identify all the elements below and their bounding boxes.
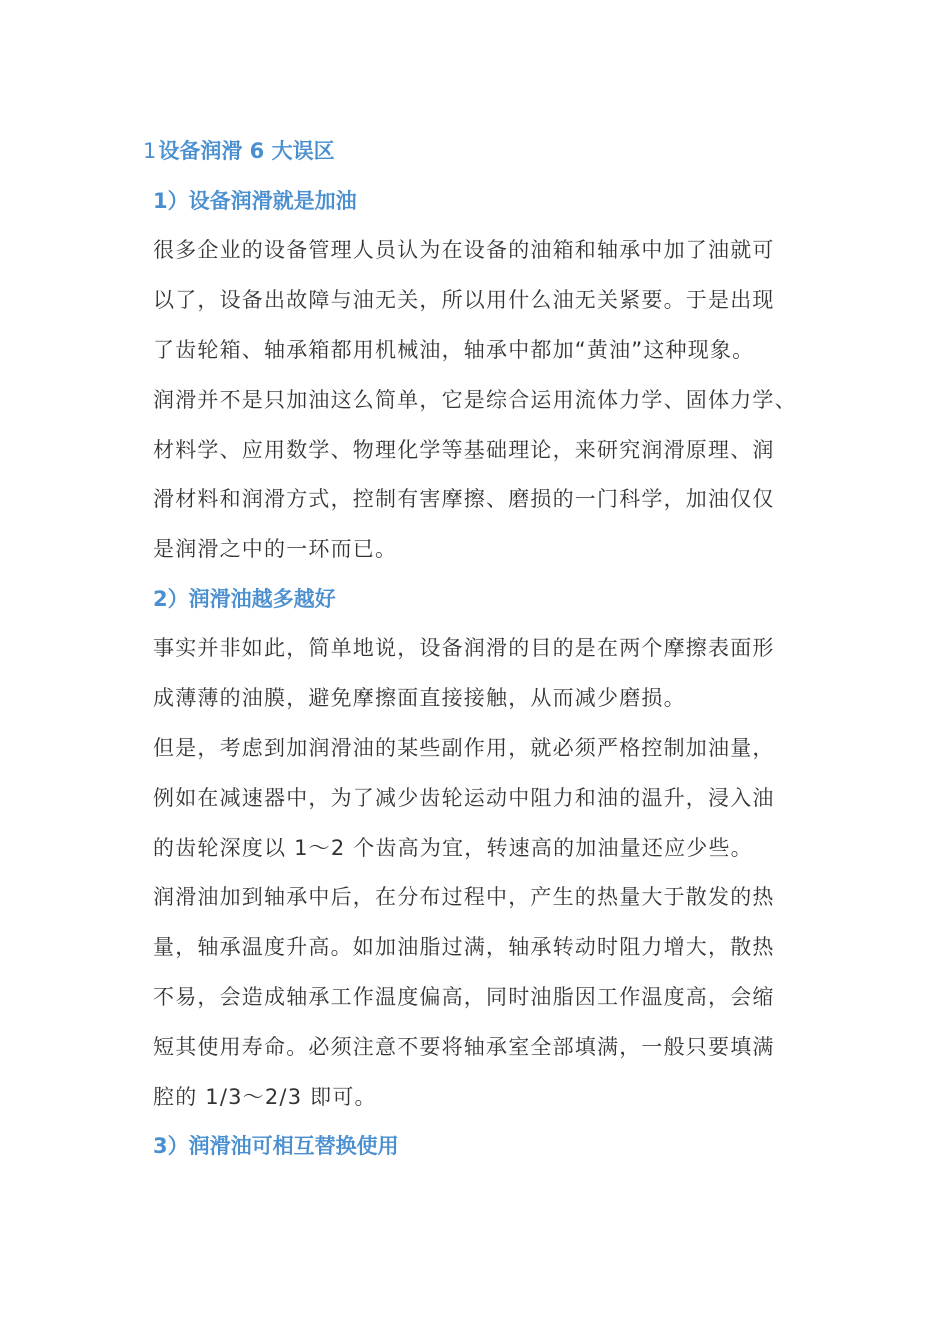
paragraph-line: 润滑油加到轴承中后，在分布过程中，产生的热量大于散发的热: [153, 885, 775, 909]
paragraph-line: 是润滑之中的一环而已。: [153, 537, 398, 561]
section-heading-1: 1）设备润滑就是加油: [153, 189, 357, 213]
paragraph-line: 了齿轮箱、轴承箱都用机械油，轴承中都加“黄油”这种现象。: [153, 338, 755, 362]
paragraph-line: 润滑并不是只加油这么简单，它是综合运用流体力学、固体力学、: [153, 388, 797, 412]
paragraph-line: 材料学、应用数学、物理化学等基础理论，来研究润滑原理、润: [153, 438, 775, 462]
paragraph-line: 例如在减速器中，为了减少齿轮运动中阻力和油的温升，浸入油: [153, 786, 775, 810]
paragraph-line: 成薄薄的油膜，避免摩擦面直接接触，从而减少磨损。: [153, 686, 686, 710]
heading-number: 1: [143, 139, 157, 163]
paragraph-line: 滑材料和润滑方式，控制有害摩擦、磨损的一门科学，加油仅仅: [153, 487, 775, 511]
paragraph-line: 短其使用寿命。必须注意不要将轴承室全部填满，一般只要填满: [153, 1035, 775, 1059]
paragraph-line: 不易，会造成轴承工作温度偏高，同时油脂因工作温度高，会缩: [153, 985, 775, 1009]
section-heading-3: 3）润滑油可相互替换使用: [153, 1134, 399, 1158]
section-heading-2: 2）润滑油越多越好: [153, 587, 336, 611]
paragraph-line: 的齿轮深度以 1～2 个齿高为宜，转速高的加油量还应少些。: [153, 836, 753, 860]
heading-title: 设备润滑 6 大误区: [158, 139, 335, 163]
paragraph-line: 量，轴承温度升高。如加油脂过满，轴承转动时阻力增大，散热: [153, 935, 775, 959]
paragraph-line: 很多企业的设备管理人员认为在设备的油箱和轴承中加了油就可: [153, 238, 775, 262]
main-heading: [143, 133, 335, 169]
paragraph-line: 但是，考虑到加润滑油的某些副作用，就必须严格控制加油量，: [153, 736, 775, 760]
paragraph-line: 以了，设备出故障与油无关，所以用什么油无关紧要。于是出现: [153, 288, 775, 312]
paragraph-line: 事实并非如此，简单地说，设备润滑的目的是在两个摩擦表面形: [153, 636, 775, 660]
paragraph-line: 腔的 1/3～2/3 即可。: [153, 1085, 377, 1109]
